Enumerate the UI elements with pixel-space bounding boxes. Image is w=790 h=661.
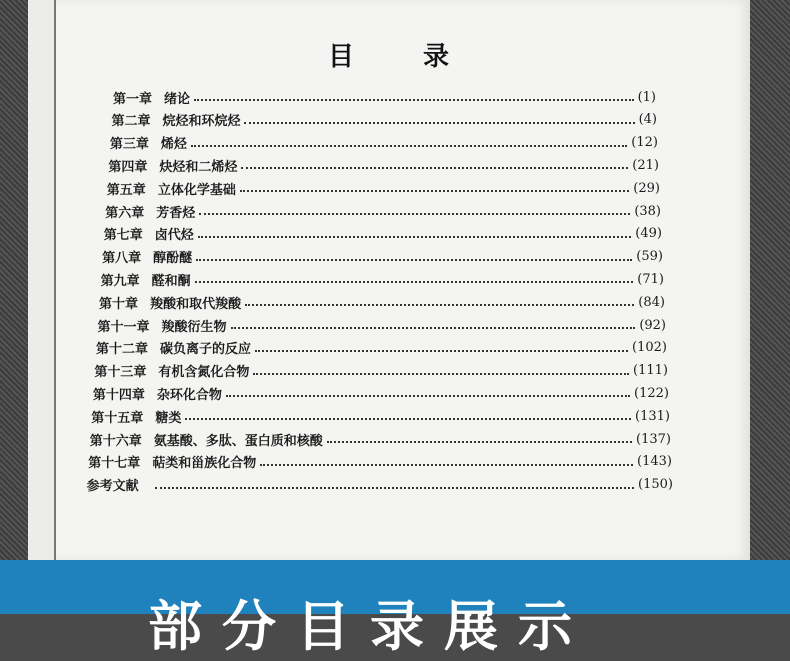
toc-page-number: (4) [638,112,657,128]
toc-chapter: 第八章 [102,251,142,267]
toc-entry [107,178,660,198]
toc-page-number: (137) [636,431,671,447]
toc-entry [98,315,667,335]
toc-title: 有机含氮化合物 [158,365,250,381]
toc-leader-dots [253,373,629,375]
toc-page-number: (29) [633,180,660,196]
toc-leader-dots [194,99,634,101]
toc-title: 醇酚醚 [153,251,193,267]
toc-title: 碳负离子的反应 [159,342,251,358]
toc-entry [93,383,669,403]
toc-page-number: (143) [637,454,672,470]
toc-title: 醛和酮 [151,273,191,289]
toc-entry [94,361,668,381]
toc-entry [96,338,667,358]
toc-title: 羧酸衍生物 [161,319,227,335]
toc-entry [104,224,662,244]
toc-page-number: (49) [635,226,662,242]
toc-title: 芳香烃 [156,205,196,221]
toc-title: 杂环化合物 [156,387,222,403]
toc-page-number: (59) [636,249,663,265]
toc-chapter: 第三章 [109,137,149,153]
toc-entry [113,87,656,107]
toc-title: 烷烃和环烷烃 [162,114,241,130]
toc-chapter: 第十二章 [95,342,148,358]
toc-entry [101,269,664,289]
toc-entry [99,292,665,312]
toc-leader-dots [155,487,634,489]
page-title: 目 录 [328,42,480,72]
toc-chapter: 第十章 [99,296,139,312]
toc-leader-dots [231,327,636,329]
toc-chapter: 第九章 [100,273,140,289]
toc-title: 立体化学基础 [157,182,236,198]
toc-entry [91,406,670,426]
toc-page-number: (21) [632,157,659,173]
toc-leader-dots [327,441,632,443]
toc-chapter: 第二章 [111,114,151,130]
toc-entry [111,110,657,130]
toc-chapter: 第十七章 [88,456,141,472]
toc-title: 绪论 [164,91,191,107]
toc-page-number: (150) [638,477,673,493]
toc-entry [87,475,673,495]
toc-leader-dots [260,464,633,466]
toc-leader-dots [245,304,634,306]
toc-leader-dots [195,281,634,283]
toc-page-number: (84) [638,294,665,310]
toc-entry [110,133,658,153]
toc-page-number: (102) [632,340,667,356]
banner [0,560,790,658]
toc-chapter: 第四章 [108,159,148,175]
toc-leader-dots [226,395,630,397]
toc-page-number: (1) [637,89,656,105]
toc-title: 炔烃和二烯烃 [159,159,238,175]
toc-entry [88,452,672,472]
toc-page-number: (71) [637,271,664,287]
toc-chapter: 第六章 [105,205,145,221]
toc-page-number: (131) [635,408,670,424]
toc-chapter: 第十六章 [89,433,142,449]
page-binding-edge [28,0,56,560]
toc-entry [90,429,671,449]
toc-leader-dots [196,259,632,261]
toc-leader-dots [199,213,630,215]
toc-entry [105,201,661,221]
toc-leader-dots [241,167,628,169]
toc-title: 羧酸和取代羧酸 [150,296,242,312]
toc-chapter: 第七章 [103,228,143,244]
banner-text: 部分目录展示 [148,595,592,658]
toc-leader-dots [185,418,631,420]
toc-leader-dots [198,236,632,238]
toc-title: 氨基酸、多肽、蛋白质和核酸 [153,433,323,449]
toc-leader-dots [240,190,629,192]
toc-page-number: (12) [631,135,658,151]
toc-chapter: 第十一章 [97,319,150,335]
toc-chapter: 参考文献 [86,479,139,495]
toc-title: 烯烃 [160,137,187,153]
toc-chapter: 第十四章 [92,387,145,403]
toc-page-number: (38) [634,203,661,219]
toc-leader-dots [255,350,628,352]
toc-chapter: 第十五章 [91,410,144,426]
toc-leader-dots [191,145,627,147]
toc-page-number: (111) [633,363,668,379]
toc-chapter: 第一章 [113,91,153,107]
toc-chapter: 第十三章 [94,365,147,381]
toc-page-number: (122) [634,385,669,401]
toc-entry [108,155,659,175]
toc-entry [102,247,663,267]
toc-title: 卤代烃 [154,228,194,244]
toc-chapter: 第五章 [106,182,146,198]
toc-title: 糖类 [155,410,182,426]
toc-leader-dots [244,122,634,124]
toc-title: 萜类和甾族化合物 [152,456,257,472]
toc-page-number: (92) [639,317,666,333]
